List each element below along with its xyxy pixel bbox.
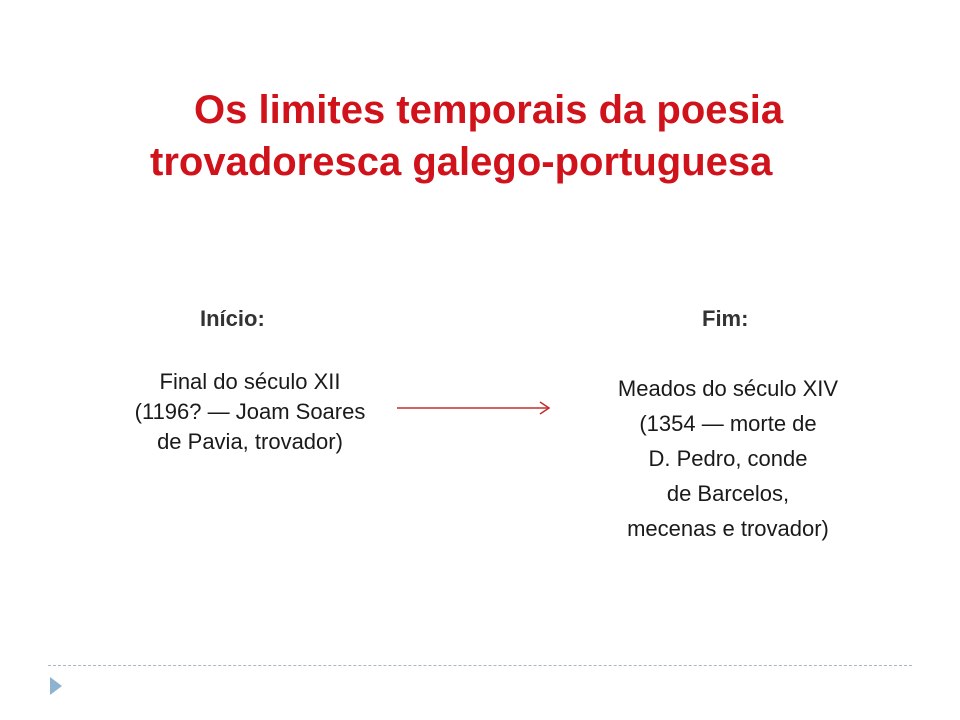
triangle-right-icon <box>49 676 63 696</box>
title-line-2: trovadoresca galego-portuguesa <box>150 140 773 184</box>
start-line: Final do século XII <box>159 369 341 394</box>
end-line: de Barcelos, <box>666 481 790 506</box>
start-line: (1196? — Joam Soares <box>134 399 366 424</box>
start-line: de Pavia, trovador) <box>157 429 343 454</box>
right-arrow-icon <box>396 399 556 417</box>
footer-divider <box>48 665 912 666</box>
start-description <box>100 367 400 457</box>
title-line-1: Os limites temporais da poesia <box>194 88 784 132</box>
slide-title <box>150 84 850 188</box>
end-line: Meados do século XIV <box>617 376 839 401</box>
end-description <box>578 371 878 546</box>
end-line: D. Pedro, conde <box>648 446 808 471</box>
end-heading: Fim: <box>702 306 749 331</box>
start-heading: Início: <box>200 306 265 331</box>
end-line: mecenas e trovador) <box>627 516 829 541</box>
end-line: (1354 — morte de <box>639 411 817 436</box>
